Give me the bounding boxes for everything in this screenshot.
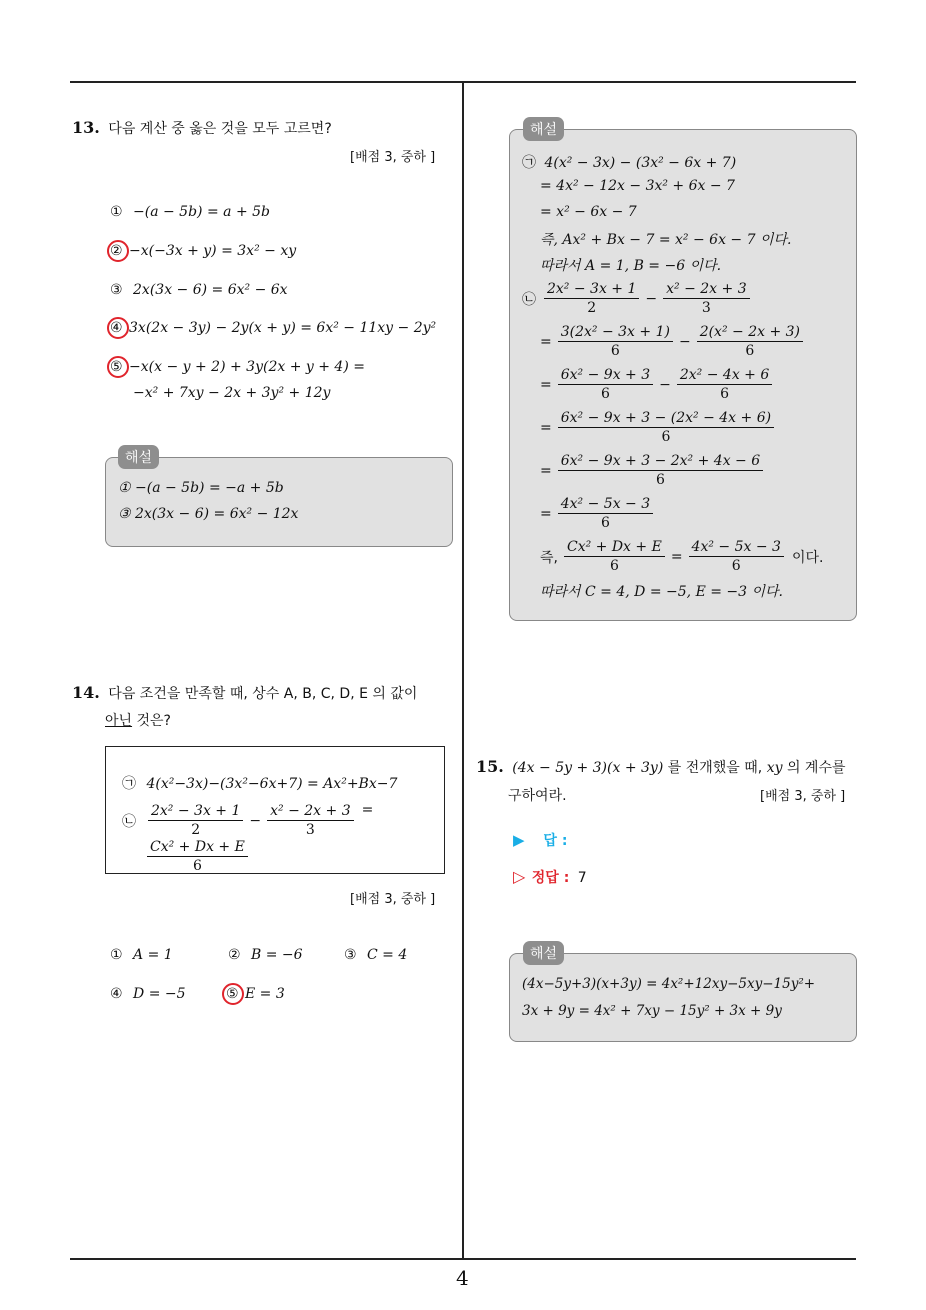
choice-expr: 3x(2x − 3y) − 2y(x + y) = 6x² − 11xy − 2y²	[129, 320, 437, 336]
choice-expr: −(a − 5b) = a + 5b	[133, 204, 270, 220]
choice-expr: −x(x − y + 2) + 3y(2x + y + 4) =	[129, 359, 365, 375]
question-number: 13.	[72, 118, 100, 137]
q13-choice-3[interactable]	[110, 282, 288, 298]
q14-condition-1: ㉠ 4(x²−3x)−(3x²−6x+7) = Ax²+Bx−7	[122, 776, 398, 792]
q14-condition-2-rhs: $\frac{\text{Cx² + Dx + E}}{6}$	[145, 838, 250, 875]
q13-choice-4[interactable]	[110, 320, 436, 336]
emphasis-underline: 아닌	[105, 713, 133, 729]
correct-label: 정답 :	[531, 870, 570, 886]
solution-tag: 해설	[523, 941, 564, 965]
question-14-meta: [배점 3, 중하 ]	[350, 892, 436, 907]
question-13	[72, 118, 332, 138]
q15-solution-box	[509, 953, 857, 1042]
sol-line-9: = $\frac{\text{6x² − 9x + 3 − (2x² − 4x + 6)}}{6}$	[540, 409, 776, 446]
choice-mark: ③	[110, 282, 123, 298]
sol-line-11: = $\frac{\text{4x² − 5x − 3}}{6}$	[540, 495, 655, 532]
choice-mark: ⑤	[110, 359, 123, 375]
choice-expr: −x(−3x + y) = 3x² − xy	[129, 243, 297, 259]
q15-solution-line-2: 3x + 9y = 4x² + 7xy − 15y² + 3x + 9y	[522, 1003, 782, 1019]
question-14-line2: 아닌 것은?	[105, 713, 171, 729]
play-arrow-icon: ▶	[513, 831, 525, 849]
sol-line-5: 따라서 A = 1, B = −6 이다.	[540, 258, 722, 274]
correct-answer-row	[513, 867, 587, 887]
correct-value: 7	[577, 870, 587, 886]
sol-line-12: 즉, $\frac{\text{Cx² + Dx + E}}{6}$ = $\frac{\text{4x² − 5x − 3}}{6}$ 이다.	[540, 539, 824, 574]
q13-choice-5-line2: −x² + 7xy − 2x + 3y² + 12y	[133, 385, 331, 401]
question-15: 15. (4x − 5y + 3)(x + 3y) 를 전개했을 때, xy 의 계수를	[476, 757, 846, 776]
question-text: 다음 조건을 만족할 때, 상수 A, B, C, D, E 의 값이	[108, 686, 418, 702]
column-divider	[462, 82, 464, 1260]
sol-line-4: 즉, Ax² + Bx − 7 = x² − 6x − 7 이다.	[540, 232, 792, 248]
q13-solution-box	[105, 457, 453, 547]
q13-solution-line-1: ① −(a − 5b) = −a + 5b	[118, 480, 284, 496]
question-number: 15.	[476, 757, 504, 776]
sol-line-10: = $\frac{\text{6x² − 9x + 3 − 2x² + 4x − 6}}{6}$	[540, 452, 765, 489]
solution-tag: 해설	[523, 117, 564, 141]
q13-solution-line-2: ③ 2x(3x − 6) = 6x² − 12x	[118, 506, 299, 522]
question-text: 다음 계산 중 옳은 것을 모두 고르면?	[108, 121, 332, 137]
page-number: 4	[456, 1266, 469, 1290]
sol-line-3: = x² − 6x − 7	[540, 204, 637, 220]
q13-choice-2[interactable]	[110, 243, 296, 259]
hollow-arrow-icon: ▷	[513, 867, 526, 886]
q15-solution-line-1: (4x−5y+3)(x+3y) = 4x²+12xy−5xy−15y²+	[522, 976, 816, 992]
question-15-meta: [배점 3, 중하 ]	[760, 789, 846, 804]
q14-choice-5[interactable]: ⑤ E = 3	[226, 986, 285, 1002]
q14-condition-2: ㉡ $\frac{\text{2x² − 3x + 1}}{2}$ − $\frac{\text{x² − 2x + 3}}{3}$ =	[122, 802, 374, 838]
choice-mark: ①	[110, 204, 123, 220]
q13-choice-5[interactable]	[110, 359, 365, 375]
sol-line-7: = $\frac{\text{3(2x² − 3x + 1)}}{6}$ − $\frac{\text{2(x² − 2x + 3)}}{6}$	[540, 323, 805, 360]
bottom-rule	[70, 1258, 856, 1260]
answer-row[interactable]	[513, 830, 567, 850]
sol-line-8: = $\frac{\text{6x² − 9x + 3}}{6}$ − $\frac{\text{2x² − 4x + 6}}{6}$	[540, 366, 774, 403]
choice-expr: 2x(3x − 6) = 6x² − 6x	[133, 282, 288, 298]
question-13-meta: [배점 3, 중하 ]	[350, 150, 436, 165]
question-number: 14.	[72, 683, 100, 702]
solution-tag: 해설	[118, 445, 159, 469]
q13-choice-1[interactable]	[110, 204, 270, 220]
question-expr: (4x − 5y + 3)(x + 3y)	[512, 760, 664, 776]
choice-mark: ④	[110, 320, 123, 336]
sol-line-13: 따라서 C = 4, D = −5, E = −3 이다.	[540, 584, 784, 600]
sol-line-6: ㉡ $\frac{\text{2x² − 3x + 1}}{2}$ − $\frac{\text{x² − 2x + 3}}{3}$	[522, 280, 752, 317]
q14-choice-3[interactable]: ③ C = 4	[344, 947, 408, 963]
sol-line-1: ㉠ 4(x² − 3x) − (3x² − 6x + 7)	[522, 155, 737, 171]
choice-mark: ②	[110, 243, 123, 259]
q14-choice-4[interactable]: ④ D = −5	[110, 986, 186, 1002]
question-15-line2: 구하여라.	[508, 788, 567, 804]
q14-choice-1[interactable]: ① A = 1	[110, 947, 173, 963]
q14-choice-2[interactable]: ② B = −6	[228, 947, 303, 963]
answer-label: 답 :	[543, 833, 568, 849]
sol-line-2: = 4x² − 12x − 3x² + 6x − 7	[540, 178, 735, 194]
question-14	[72, 683, 417, 703]
